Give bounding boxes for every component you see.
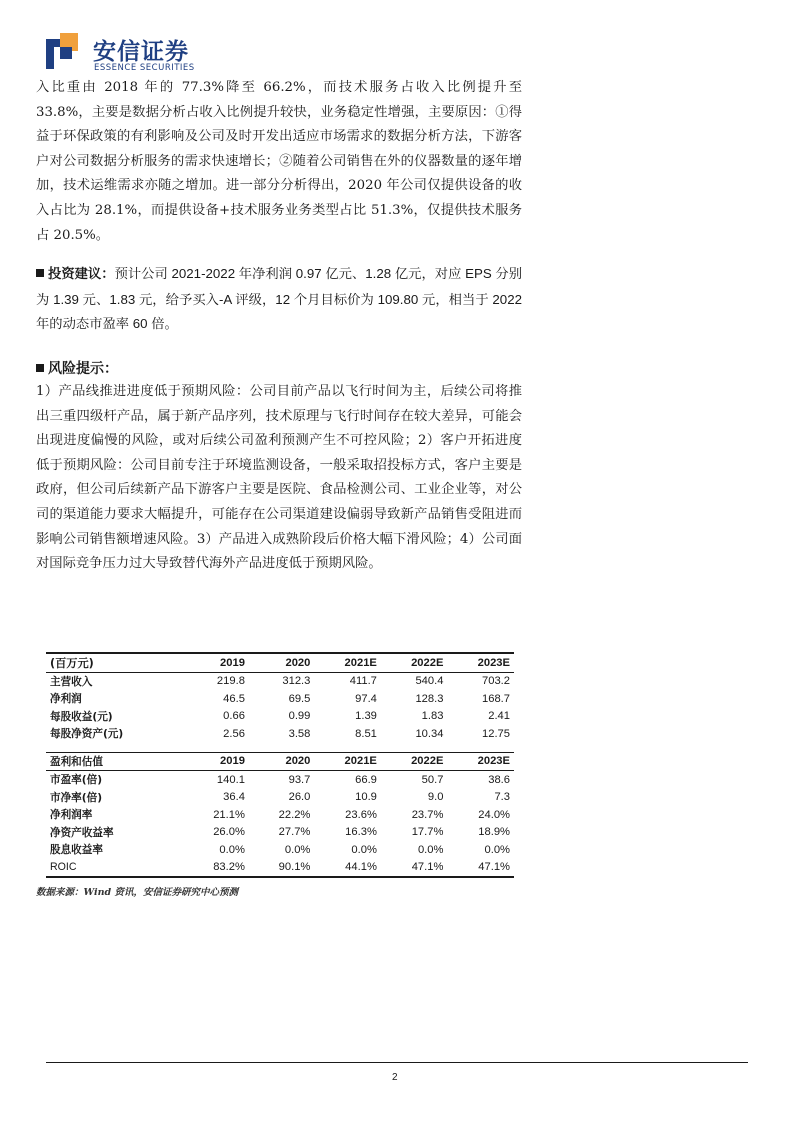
investment-paragraph: [36, 262, 522, 337]
table-cell: 140.1: [216, 773, 245, 786]
row-label: ROIC: [46, 859, 183, 878]
table-header-cell: 2020: [249, 653, 314, 672]
table-header-cell: 2019: [183, 653, 248, 672]
row-label: 每股净资产(元): [50, 728, 124, 741]
table-cell: 128.3: [415, 692, 444, 705]
table-cell: 7.3: [494, 791, 510, 804]
footer-divider: [46, 1062, 748, 1063]
logo-name-cn: 安信证券: [93, 39, 189, 65]
table-header-cell: 2020: [249, 752, 314, 771]
table-cell: 38.6: [488, 773, 510, 786]
table-header: [46, 653, 514, 672]
investment-body: 预计公司 2021-2022 年净利润 0.97 亿元、1.28 亿元，对应 EPS 分别为 1.39 元、1.83 元，给予买入-A 评级，12 个月目标价为 109.80 元，相当于 2022 年的动态市盈率 60 倍。: [36, 266, 522, 332]
risk-paragraph: 1）产品线推进进度低于预期风险：公司目前产品以飞行时间为主，后续公司将推出三重四级杆产品，属于新产品序列，技术原理与飞行时间存在较大差异，可能会出现进度偏慢的风险，或对后续公司盈利预测产生不可控风险；2）客户开拓进度低于预期风险：公司目前专注于环境监测设备，一般采取招投标方式，客户主要是政府，但公司后续新产品下游客户主要是医院、食品检测公司、工业企业等，对公司的渠道能力要求大幅提升，可能存在公司渠道建设偏弱导致新产品销售受阻进而影响公司销售额增速风险。3）产品进入成熟阶段后价格大幅下滑风险；4）公司面对国际竞争压力过大导致替代海外产品进度低于预期风险。: [36, 384, 522, 572]
table-cell: 168.7: [482, 692, 510, 705]
intro-paragraph: 入比重由 2018 年的 77.3%降至 66.2%，而技术服务占收入比例提升至 33.8%，主要是数据分析占收入比例提升较快，业务稳定性增强，主要原因：①得益于环保政策的有利影响及公司及时开发出适应市场需求的数据分析方法，下游客户对公司数据分析服务的需求快速增长；②随着公司销售在外的仪器数量的逐年增加，技术运维需求亦随之增加。进一部分分析得出，2020 年公司仅提供设备的收入占比为 28.1%，而提供设备+技术服务业务类型占比 51.3%，仅提供技术服务占 20.5%。: [36, 80, 522, 243]
table-row: [46, 708, 514, 726]
table-cell: 10.34: [415, 727, 444, 740]
table-row: [46, 859, 514, 878]
table-cell: 703.2: [482, 675, 510, 688]
table-cell: 8.51: [355, 727, 377, 740]
table-header-cell: 2019: [183, 752, 248, 771]
bullet-square-icon: [36, 269, 44, 277]
logo-mark-icon: [46, 33, 86, 73]
page-number: 2: [392, 1072, 398, 1083]
table-cell: 10.9: [355, 791, 377, 804]
data-source-note: 数据来源：Wind 资讯，安信证券研究中心预测: [36, 887, 238, 898]
row-label: 净利润率: [50, 809, 93, 822]
table-cell: 312.3: [282, 675, 311, 688]
financial-summary-table: [46, 652, 514, 878]
table-cell: 0.0%: [219, 843, 245, 856]
row-label: 主营收入: [50, 675, 93, 688]
investment-heading: 投资建议：: [36, 267, 115, 282]
table-cell: 0.0%: [484, 843, 510, 856]
table-cell: 1.39: [355, 710, 377, 723]
table-header-cell: 2021E: [314, 752, 381, 771]
table-cell: 2.56: [223, 727, 245, 740]
table-cell: 36.4: [223, 791, 245, 804]
table-header-cell: 2022E: [381, 653, 448, 672]
table-cell: 26.0: [288, 791, 311, 804]
table-cell: 27.7%: [278, 826, 311, 839]
table-header: [46, 752, 514, 771]
table-cell: 46.5: [223, 692, 245, 705]
table-cell: 21.1%: [213, 808, 245, 821]
table-cell: 18.9%: [478, 826, 510, 839]
table-cell: 0.66: [223, 710, 245, 723]
table-cell: 0.0%: [351, 843, 377, 856]
table-cell: 69.5: [288, 692, 311, 705]
table-cell: 47.1%: [381, 859, 448, 878]
table-cell: 1.83: [421, 710, 444, 723]
table-spacer: [46, 743, 514, 753]
table-cell: 93.7: [288, 773, 311, 786]
table-cell: 83.2%: [183, 859, 248, 878]
row-label: 市盈率(倍): [50, 774, 103, 787]
company-logo: [46, 33, 236, 75]
table-cell: 411.7: [349, 675, 377, 688]
table-header-cell: 2023E: [447, 752, 514, 771]
table-cell: 23.6%: [345, 808, 377, 821]
table-cell: 17.7%: [411, 826, 444, 839]
table-cell: 0.99: [288, 710, 311, 723]
row-label: 每股收益(元): [50, 710, 113, 723]
table-cell: 0.0%: [417, 843, 444, 856]
table-row: [46, 672, 514, 690]
table-cell: 23.7%: [411, 808, 444, 821]
table-cell: 24.0%: [478, 808, 510, 821]
row-label: 市净率(倍): [50, 791, 103, 804]
table-header-cell: (百万元): [46, 653, 183, 672]
table-cell: 44.1%: [314, 859, 381, 878]
row-label: 股息收益率: [50, 844, 103, 857]
row-label: 净利润: [50, 693, 82, 706]
table-cell: 219.8: [216, 675, 245, 688]
risk-heading: 风险提示：: [36, 358, 118, 378]
table-cell: 47.1%: [447, 859, 514, 878]
table-cell: 26.0%: [213, 826, 245, 839]
table-cell: 0.0%: [284, 843, 311, 856]
table-cell: 22.2%: [278, 808, 311, 821]
table-row: [46, 725, 514, 743]
table-cell: 2.41: [488, 710, 510, 723]
table-cell: 66.9: [355, 773, 377, 786]
table-row: [46, 824, 514, 842]
table-row: [46, 690, 514, 708]
table-cell: 90.1%: [249, 859, 314, 878]
table-row: [46, 841, 514, 859]
table-cell: 16.3%: [345, 826, 377, 839]
table-cell: 540.4: [415, 675, 444, 688]
table-header-cell: 2023E: [447, 653, 514, 672]
row-label: 净资产收益率: [50, 826, 114, 839]
logo-name-en: ESSENCE SECURITIES: [94, 63, 195, 73]
table-cell: 3.58: [288, 727, 311, 740]
table-row: [46, 771, 514, 789]
table-cell: 12.75: [482, 727, 510, 740]
table-row: [46, 806, 514, 824]
table-header-cell: 2021E: [314, 653, 381, 672]
table-header-cell: 2022E: [381, 752, 448, 771]
table-cell: 50.7: [421, 773, 444, 786]
bullet-square-icon: [36, 364, 44, 372]
table-header-cell: 盈利和估值: [46, 752, 183, 771]
table-cell: 97.4: [355, 692, 377, 705]
table-row: [46, 789, 514, 807]
table-cell: 9.0: [427, 791, 444, 804]
